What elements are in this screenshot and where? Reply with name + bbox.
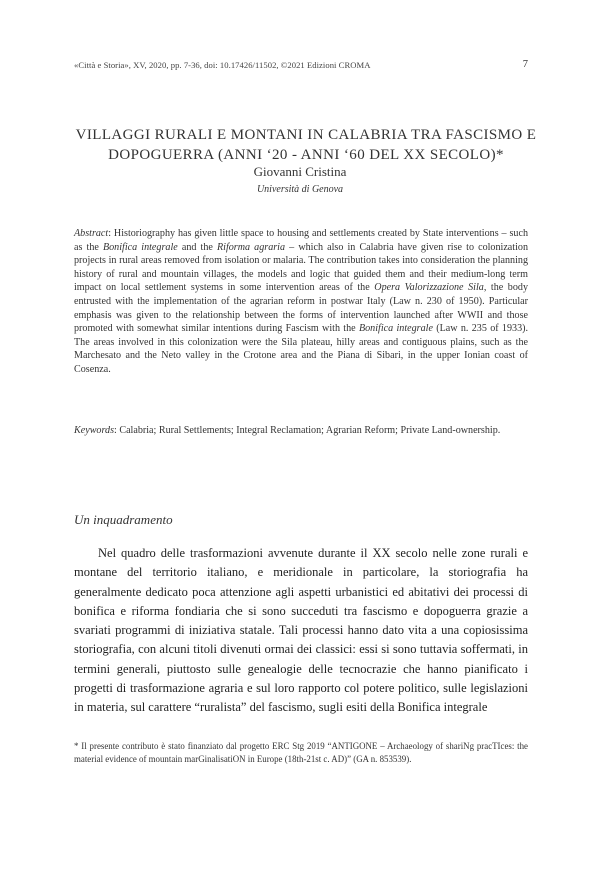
italic-text-run: Opera Valorizzazione Sila (374, 282, 484, 294)
section-heading: Un inquadramento (74, 512, 173, 527)
journal-citation: «Città e Storia», XV, 2020, pp. 7-36, doi: 10.17426/11502, ©2021 Edizioni CROMA (74, 60, 371, 70)
italic-text-run: Bonifica integrale (358, 323, 433, 335)
abstract-paragraph (74, 227, 528, 377)
body-paragraph (74, 544, 528, 718)
italic-text-run: Bonifica integrale (102, 241, 178, 253)
keywords-paragraph (74, 424, 528, 438)
italic-text-run: Riforma agraria (216, 241, 286, 253)
text-run: Nel quadro delle trasformazioni avvenute durante il XX secolo nelle zone rurali e montane del territorio italiano, e meridionale in particolare, la storiografia ha generalmente dedicato poca attenzione agli aspetti urbanistici ed abitativi dei processi di bonifica e riforma fondiaria che si sono succeduti tra fascismo e dopoguerra grazie a svariati programmi di iniziativa statale. Tali processi hanno dato vita a una copiosissima storiografia, con alcuni titoli divenuti ormai dei classici: essi si sono tuttavia soffermati, in termini generali, piuttosto sulle genealogie delle tecnocrazie che hanno pianificato i progetti di trasformazione agraria e sul loro rapporto col potere politico, sulle legislazioni in materia, sul carattere “ruralista” del fascismo, sugli esiti della Bonifica integrale (74, 546, 528, 715)
author-affiliation: Università di Genova (256, 184, 344, 195)
text-run: * Il presente contributo è stato finanziato dal progetto ERC Stg 2019 “ANTIGONE – Archaeology of shariNg pracTIces: the material evidence of mountain marGinalisatiON in Europe (18th-21st c. AD)” (GA n. 853539). (74, 741, 528, 764)
running-header (74, 60, 528, 70)
italic-text-run: Keywords (74, 425, 115, 436)
italic-text-run: Abstract (74, 228, 109, 239)
article-title: VILLAGGI RURALI E MONTANI IN CALABRIA TRA FASCISMO E DOPOGUERRA (ANNI ‘20 - ANNI ‘60 DEL XX SECOLO)* (75, 127, 537, 163)
text-run: – which also in Calabria have given rise to colonization projects in rural areas removed from isolation or malaria. The contribution takes into consideration the planning history of rural and mountain villages, the models and logic that guided them and their medium-long term impact on local settlement systems in some intervention areas of the (74, 241, 528, 294)
page-number: 7 (522, 59, 528, 70)
text-run: (Law n. 235 of 1933). The areas involved in this colonization were the Sila plateau, hilly areas and contiguous plains, such as the Marchesato and the Neto valley in the Crotone area and the Piana di Sibari, in the upper Ionian coast of Cosenza. (74, 323, 529, 375)
footnote (74, 740, 528, 766)
text-run: and the (177, 241, 217, 253)
author-name: Giovanni Cristina (253, 164, 347, 179)
text-run: : Calabria; Rural Settlements; Integral Reclamation; Agrarian Reform; Private Land-ownership. (114, 425, 501, 436)
text-run: , the body entrusted with the implementation of the agrarian reform in postwar Italy (Law n. 230 of 1950). Particular emphasis was given to the relationship between the forms of intervention launched after WWII and those promoted with somewhat similar intentions during Fascism with the (74, 282, 528, 335)
text-run: : Historiography has given little space to housing and settlements created by State interventions – such as the (74, 228, 528, 253)
